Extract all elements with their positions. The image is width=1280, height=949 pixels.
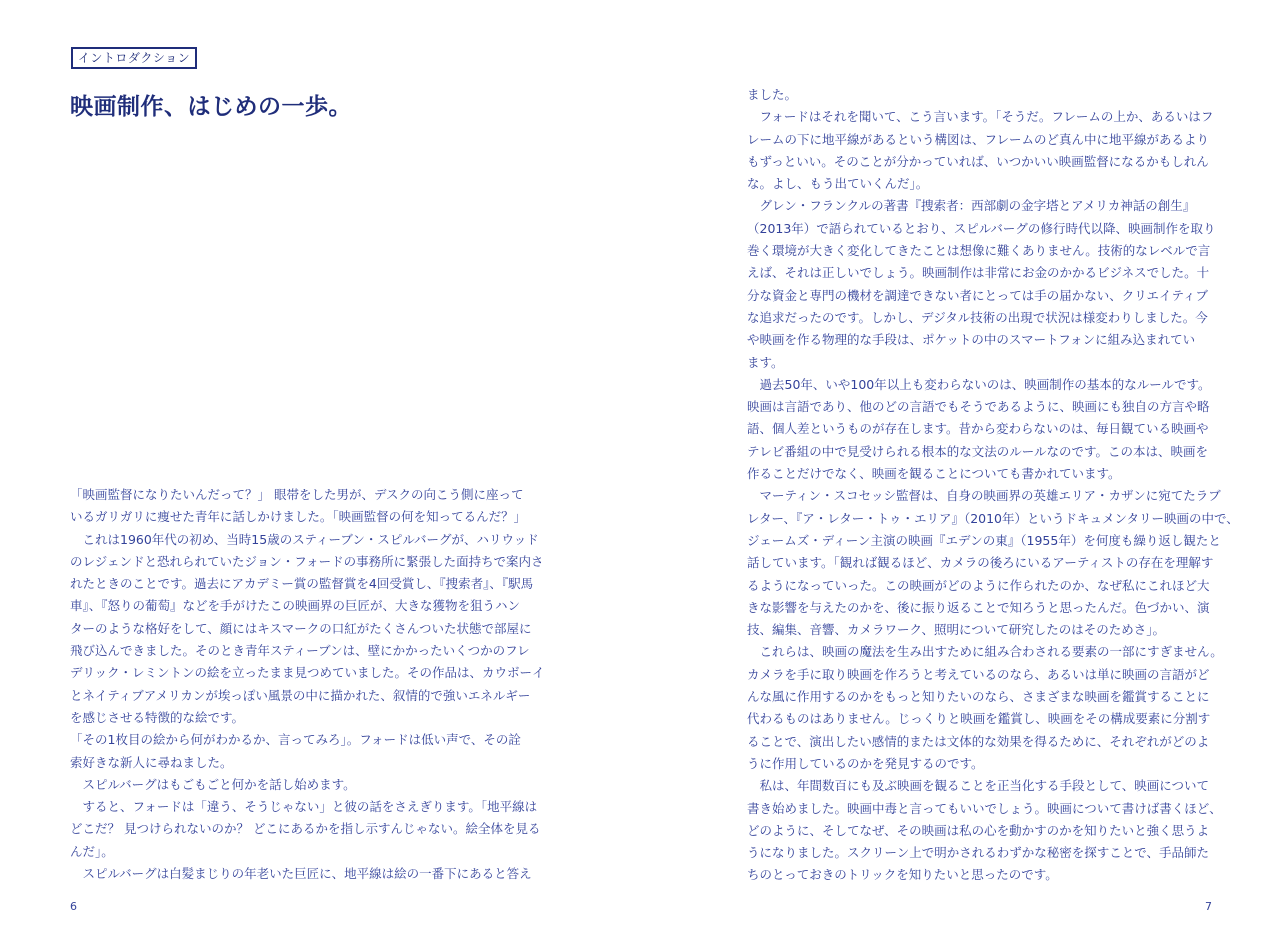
text-line: 巻く環境が大きく変化してきたことは想像に難くありません。技術的なレベルで言 xyxy=(747,243,1211,259)
text-line: どのように、そしてなぜ、その映画は私の心を動かすのかを知りたいと強く思うよ xyxy=(747,822,1210,838)
right-page xyxy=(640,0,1280,949)
text-line: 過去50年、いや100年以上も変わらないのは、映画制作の基本的なルールです。 xyxy=(747,376,1211,392)
text-line: んだ」。 xyxy=(70,843,114,859)
text-line: （2013年）で語られているとおり、スピルバーグの修行時代以降、映画制作を取り xyxy=(747,220,1216,236)
text-line: ます。 xyxy=(747,354,784,370)
text-line: テレビ番組の中で見受けられる根本的な文法のルールなのです。この本は、映画を xyxy=(747,443,1209,459)
text-line: とネイティブアメリカンが埃っぽい風景の中に描かれた、叙情的で強いエネルギー xyxy=(70,687,531,703)
page-number: 7 xyxy=(1205,900,1212,913)
text-line: 「その1枚目の絵から何がわかるか、言ってみろ」。フォードは低い声で、その詮 xyxy=(70,732,521,748)
text-line: 作ることだけでなく、映画を観ることについても書かれています。 xyxy=(747,466,1121,482)
text-line: カメラを手に取り映画を作ろうと考えているのなら、あるいは単に映画の言語がど xyxy=(747,666,1210,682)
text-line: な追求だったのです。しかし、デジタル技術の出現で状況は様変わりしました。今 xyxy=(747,309,1208,325)
text-line: ジェームズ・ディーン主演の映画『エデンの東』（1955年）を何度も繰り返し観たと xyxy=(747,532,1221,548)
text-line: 索好きな新人に尋ねました。 xyxy=(70,754,233,770)
section-label: イントロダクション xyxy=(71,47,197,69)
text-line: どこだ？ 見つけられないのか？ どこにあるかを指し示すんじゃない。絵全体を見る xyxy=(70,821,541,837)
text-line: 代わるものはありません。じっくりと映画を鑑賞し、映画をその構成要素に分割す xyxy=(747,711,1211,727)
text-line: のレジェンドと恐れられていたジョン・フォードの事務所に緊張した面持ちで案内さ xyxy=(70,553,544,569)
text-line: ることで、演出したい感情的または文体的な効果を得るために、それぞれがどのよ xyxy=(747,733,1210,749)
text-line: を感じさせる特徴的な絵です。 xyxy=(70,709,245,725)
text-line: これは1960年代の初め、当時15歳のスティーブン・スピルバーグが、ハリウッド xyxy=(70,531,539,547)
text-line: ターのような格好をして、顔にはキスマークの口紅がたくさんついた状態で部屋に xyxy=(70,620,532,636)
text-line: 書き始めました。映画中毒と言ってもいいでしょう。映画について書けば書くほど、 xyxy=(747,800,1222,816)
text-line: うに作用しているのかを発見するのです。 xyxy=(747,755,984,771)
text-line: 飛び込んできました。そのとき青年スティーブンは、壁にかかったいくつかのフレ xyxy=(70,643,530,659)
text-line: いるガリガリに痩せた青年に話しかけました。「映画監督の何を知ってるんだ？」 xyxy=(70,509,527,525)
text-line: すると、フォードは「違う、そうじゃない」と彼の話をさえぎります。「地平線は xyxy=(70,799,538,815)
text-line: レター、『ア・レター・トゥ・エリア』（2010年）というドキュメンタリー映画の中で、 xyxy=(747,510,1239,526)
text-line: 映画は言語であり、他のどの言語でもそうであるように、映画にも独自の方言や略 xyxy=(747,399,1210,415)
text-line: 技、編集、音響、カメラワーク、照明について研究したのはそのためさ」。 xyxy=(747,622,1166,638)
text-line: きな影響を与えたのかを、後に振り返ることで知ろうと思ったんだ。色づかい、演 xyxy=(747,599,1210,615)
text-line: デリック・レミントンの絵を立ったまま見つめていました。その作品は、カウボーイ xyxy=(70,665,545,681)
right-body-text xyxy=(747,84,1239,887)
text-line: えば、それは正しいでしょう。映画制作は非常にお金のかかるビジネスでした。十 xyxy=(747,265,1210,281)
text-line: グレン・フランクルの著書『捜索者：西部劇の金字塔とアメリカ神話の創生』 xyxy=(747,198,1196,214)
page-number: 6 xyxy=(70,900,77,913)
text-line: ました。 xyxy=(747,87,798,102)
text-line: うになりました。スクリーン上で明かされるわずかな秘密を探すことで、手品師た xyxy=(747,845,1210,861)
text-line: 私は、年間数百にも及ぶ映画を観ることを正当化する手段として、映画について xyxy=(747,778,1210,794)
text-line: や映画を作る物理的な手段は、ポケットの中のスマートフォンに組み込まれてい xyxy=(747,332,1196,348)
text-line: れたときのことです。過去にアカデミー賞の監督賞を4回受賞し、『捜索者』、『駅馬 xyxy=(70,576,534,592)
text-line: これらは、映画の魔法を生み出すために組み合わされる要素の一部にすぎません。 xyxy=(747,644,1223,660)
text-line: スピルバーグは白髪まじりの年老いた巨匠に、地平線は絵の一番下にあると答え xyxy=(70,866,532,882)
text-line: ちのとっておきのトリックを知りたいと思ったのです。 xyxy=(747,867,1058,883)
text-line: レームの下に地平線があるという構図は、フレームのど真ん中に地平線があるより xyxy=(747,131,1210,147)
text-line: るようになっていった。この映画がどのように作られたのか、なぜ私にこれほど大 xyxy=(747,577,1210,593)
text-line: スピルバーグはもごもごと何かを話し始めます。 xyxy=(70,776,356,792)
text-line: な。よし、もう出ていくんだ」。 xyxy=(747,176,929,192)
text-line: 車』、『怒りの葡萄』などを手がけたこの映画界の巨匠が、大きな獲物を狙うハン xyxy=(70,598,521,614)
text-line: マーティン・スコセッシ監督は、自身の映画界の英雄エリア・カザンに宛てたラブ xyxy=(747,488,1221,504)
chapter-title: 映画制作、はじめの一歩。 xyxy=(70,94,352,120)
text-line: フォードはそれを聞いて、こう言います。「そうだ。フレームの上か、あるいはフ xyxy=(747,109,1214,125)
text-line: んな風に作用するのかをもっと知りたいのなら、さまざまな映画を鑑賞することに xyxy=(747,689,1210,705)
text-line: 「映画監督になりたいんだって？」 眼帯をした男が、デスクの向こう側に座って xyxy=(70,487,524,502)
text-line: もずっといい。そのことが分かっていれば、いつかいい映画監督になるかもしれん xyxy=(747,153,1209,169)
text-line: 分な資金と専門の機材を調達できない者にとっては手の届かない、クリエイティブ xyxy=(747,287,1209,303)
text-line: 話しています。「観れば観るほど、カメラの後ろにいるアーティストの存在を理解す xyxy=(747,555,1214,571)
text-line: 語、個人差というものが存在します。昔から変わらないのは、毎日観ている映画や xyxy=(747,421,1209,437)
left-body-text xyxy=(70,484,545,885)
